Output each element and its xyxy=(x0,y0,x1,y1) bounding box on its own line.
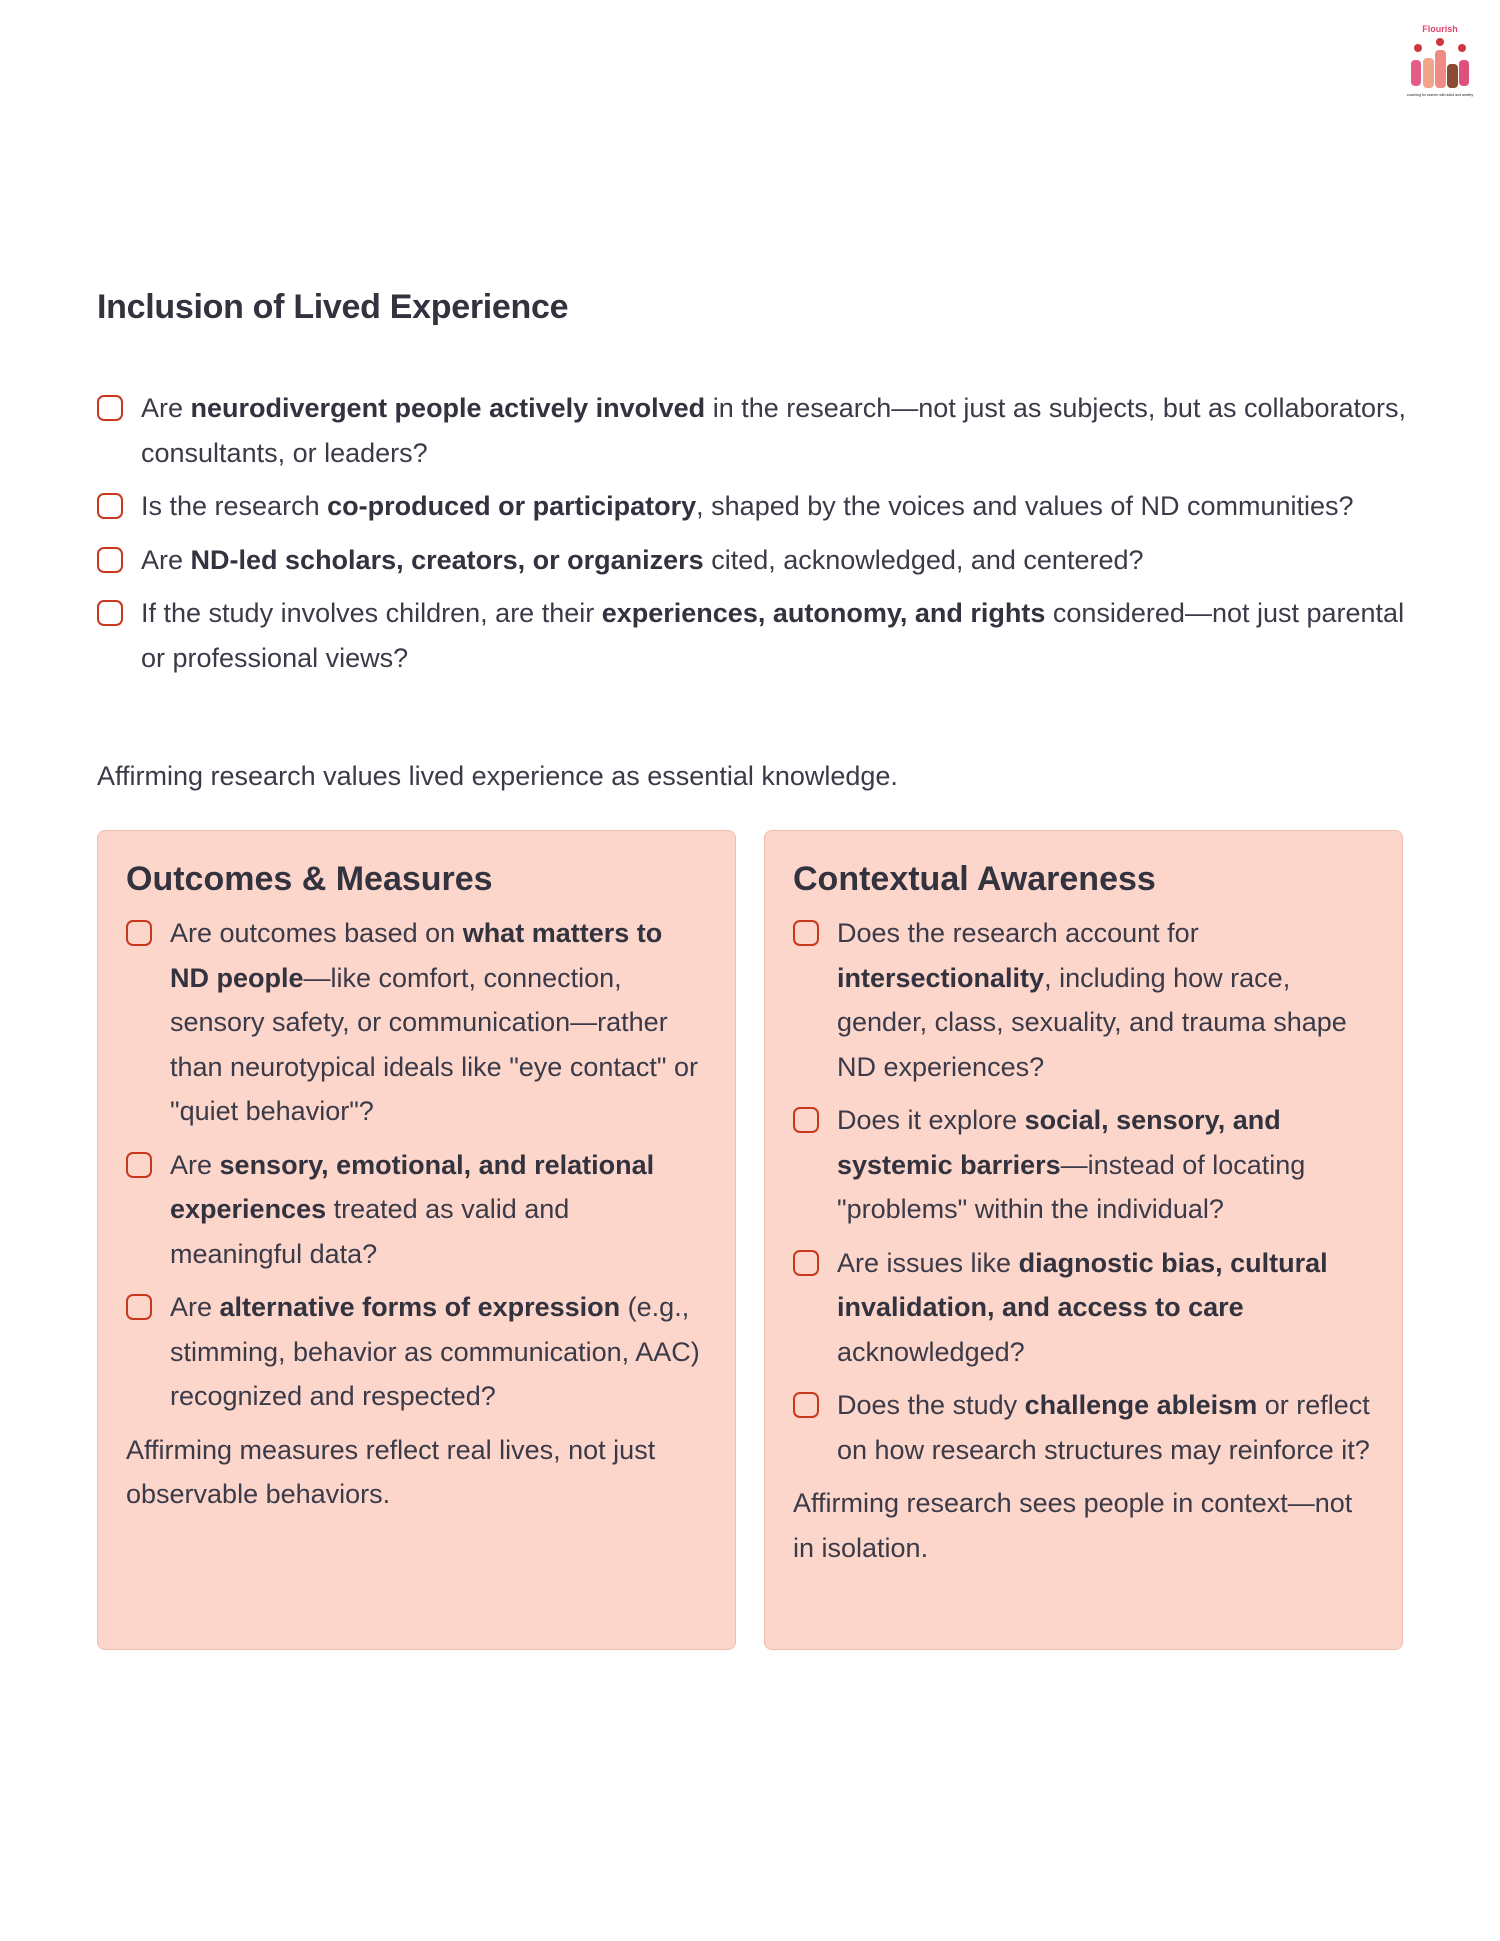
checklist-text xyxy=(837,1098,1374,1232)
flourish-logo xyxy=(1400,20,1480,104)
checkbox[interactable] xyxy=(97,493,123,519)
text-post: —like comfort, connection, sensory safety, or communication—rather than neurotypical ideals like "eye contact" or "quiet behavior"? xyxy=(170,962,698,1126)
text-pre: Are outcomes based on xyxy=(170,918,463,948)
checklist-item xyxy=(97,538,1427,583)
checklist-text xyxy=(141,538,1144,583)
checkbox[interactable] xyxy=(97,600,123,626)
checklist-text xyxy=(141,591,1427,680)
checkbox[interactable] xyxy=(97,395,123,421)
text-emphasis: experiences, autonomy, and rights xyxy=(601,598,1046,628)
text-pre: Does the study xyxy=(837,1390,1025,1420)
checklist-item xyxy=(793,1383,1374,1472)
text-pre: Are xyxy=(141,544,191,575)
text-post: acknowledged? xyxy=(837,1336,1025,1367)
checkbox[interactable] xyxy=(793,1107,819,1133)
text-pre: Are xyxy=(170,1149,220,1180)
card-summary: Affirming measures reflect real lives, not just observable behaviors. xyxy=(126,1434,656,1509)
text-emphasis: challenge ableism xyxy=(1024,1390,1258,1420)
context-checklist xyxy=(793,911,1374,1472)
text-pre: Are issues like xyxy=(837,1247,1019,1278)
raised-hands-flowers-icon xyxy=(1406,36,1474,92)
text-post: or reflect on how research structures may reinforce it? xyxy=(837,1390,1370,1465)
checklist-item xyxy=(793,1241,1374,1375)
logo-brand: Flourish xyxy=(1422,24,1458,34)
section-title: Inclusion of Lived Experience xyxy=(97,288,569,326)
checklist-text xyxy=(170,1143,707,1277)
checkbox[interactable] xyxy=(793,920,819,946)
checklist-text xyxy=(170,1285,707,1419)
checklist-item xyxy=(97,386,1427,475)
logo-tagline: coaching for women with adhd and anxiety xyxy=(1406,93,1474,97)
checkbox[interactable] xyxy=(793,1392,819,1418)
text-pre: Does the research account for xyxy=(837,918,1199,948)
outcomes-checklist xyxy=(126,911,707,1419)
checkbox[interactable] xyxy=(126,1152,152,1178)
text-emphasis: intersectionality xyxy=(837,962,1045,993)
text-emphasis: alternative forms of expression xyxy=(219,1292,621,1322)
section-summary: Affirming research values lived experience as essential knowledge. xyxy=(97,761,898,791)
text-post: (e.g., stimming, behavior as communication, AAC) recognized and respected? xyxy=(170,1292,700,1411)
text-post: considered—not just parental or professional views? xyxy=(141,598,1405,673)
card-title: Contextual Awareness xyxy=(793,860,1156,898)
text-emphasis: what matters to ND people xyxy=(170,918,663,993)
checklist-text xyxy=(837,1241,1374,1375)
checklist-item xyxy=(97,591,1427,680)
text-pre: Is the research xyxy=(141,491,328,521)
text-emphasis: diagnostic bias, cultural invalidation, and access to care xyxy=(837,1247,1328,1322)
text-post: —instead of locating "problems" within the individual? xyxy=(837,1149,1306,1224)
card-title: Outcomes & Measures xyxy=(126,860,493,898)
text-emphasis: sensory, emotional, and relational experiences xyxy=(170,1149,655,1224)
checklist-text xyxy=(837,1383,1374,1472)
text-pre: Does it explore xyxy=(837,1105,1025,1135)
checklist-item xyxy=(126,1143,707,1277)
checklist-text xyxy=(837,911,1374,1089)
text-post: , including how race, gender, class, sexuality, and trauma shape ND experiences? xyxy=(837,962,1347,1082)
text-pre: Are xyxy=(141,393,191,423)
checklist-text xyxy=(170,911,707,1134)
checklist-item xyxy=(126,911,707,1134)
text-post: cited, acknowledged, and centered? xyxy=(703,544,1144,575)
checklist-item xyxy=(97,484,1427,529)
text-post: in the research—not just as subjects, but as collaborators, consultants, or leaders? xyxy=(141,393,1407,468)
checklist-text xyxy=(141,484,1354,529)
text-pre: If the study involves children, are their xyxy=(141,598,602,628)
text-emphasis: co-produced or participatory xyxy=(327,491,697,521)
checklist-item xyxy=(793,911,1374,1089)
text-emphasis: neurodivergent people actively involved xyxy=(190,393,706,423)
checkbox[interactable] xyxy=(126,920,152,946)
text-pre: Are xyxy=(170,1292,220,1322)
contextual-awareness-card xyxy=(764,830,1403,1650)
checklist-item xyxy=(126,1285,707,1419)
text-emphasis: ND-led scholars, creators, or organizers xyxy=(190,544,704,575)
checkbox[interactable] xyxy=(793,1250,819,1276)
outcomes-measures-card xyxy=(97,830,736,1650)
text-post: , shaped by the voices and values of ND communities? xyxy=(696,491,1354,521)
checklist-item xyxy=(793,1098,1374,1232)
text-post: treated as valid and meaningful data? xyxy=(170,1194,570,1269)
lived-experience-checklist xyxy=(97,386,1427,689)
checklist-text xyxy=(141,386,1427,475)
text-emphasis: social, sensory, and systemic barriers xyxy=(837,1105,1281,1180)
checkbox[interactable] xyxy=(97,547,123,573)
checkbox[interactable] xyxy=(126,1294,152,1320)
card-summary: Affirming research sees people in context—not in isolation. xyxy=(793,1488,1353,1563)
